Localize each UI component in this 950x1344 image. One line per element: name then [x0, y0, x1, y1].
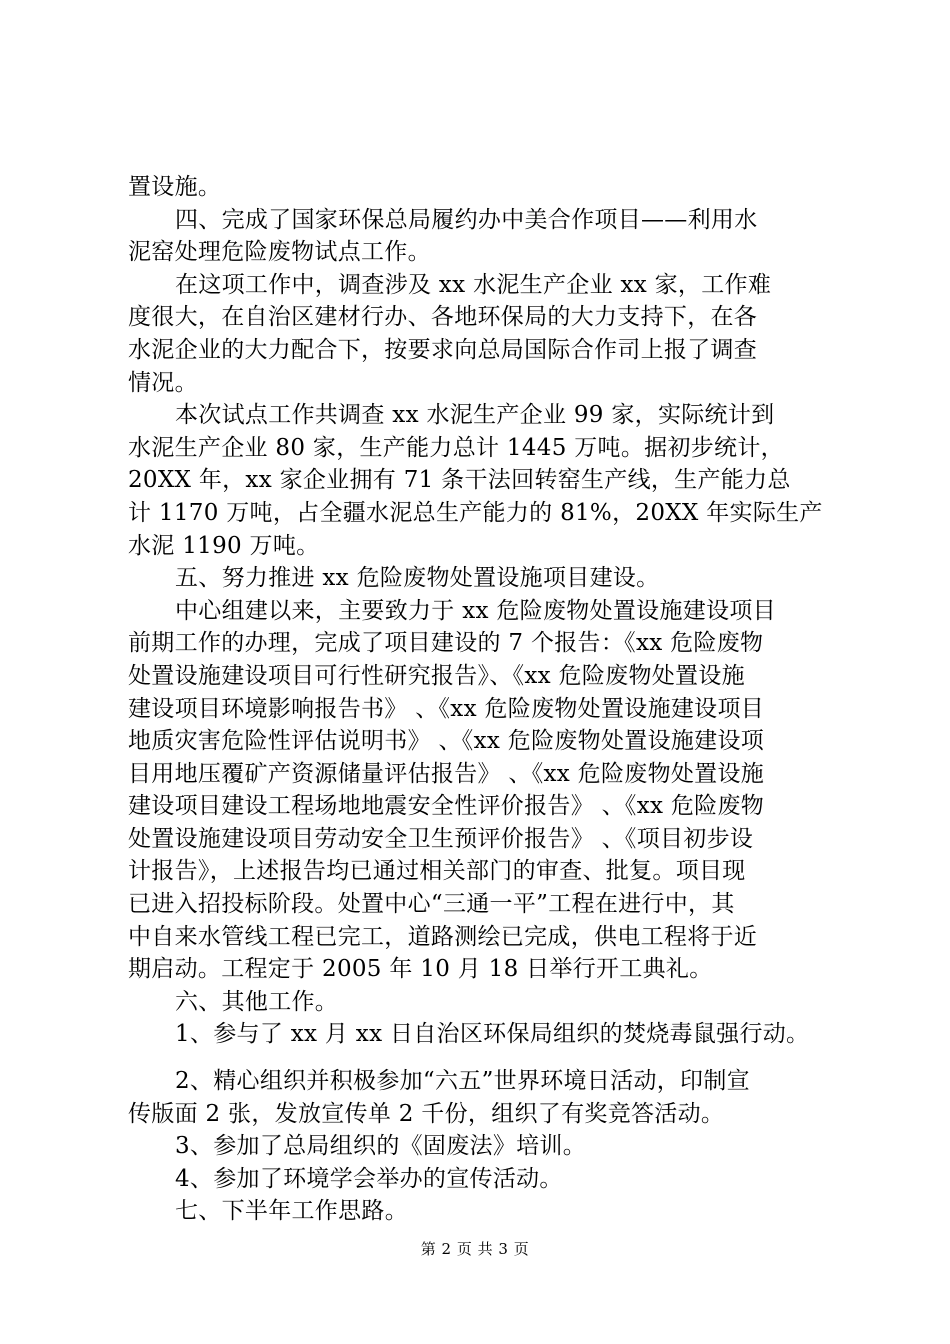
section-heading-6: 六、其他工作。	[175, 988, 339, 1015]
section-heading-5: 五、努力推进 xx 危险废物处置设施项目建设。	[175, 565, 660, 592]
text-line: 度很大，在自治区建材行办、各地环保局的大力支持下，在各	[128, 304, 758, 331]
text-line: 20XX 年，xx 家企业拥有 71 条干法回转窑生产线，生产能力总	[128, 467, 791, 494]
text-line: 中心组建以来，主要致力于 xx 危险废物处置设施建设项目	[175, 597, 776, 624]
list-item: 2、精心组织并积极参加“六五”世界环境日活动，印制宣	[175, 1068, 750, 1095]
text-line: 前期工作的办理，完成了项目建设的 7 个报告：《xx 危险废物	[128, 630, 764, 657]
text-line: 已进入招投标阶段。处置中心“三通一平”工程在进行中，其	[128, 891, 735, 918]
text-line: 泥窑处理危险废物试点工作。	[128, 239, 431, 266]
text-line: 水泥企业的大力配合下，按要求向总局国际合作司上报了调查	[128, 336, 758, 363]
text-line: 水泥生产企业 80 家，生产能力总计 1445 万吨。据初步统计，	[128, 434, 784, 461]
text-line: 处置设施建设项目可行性研究报告》、《xx 危险废物处置设施	[128, 662, 745, 689]
text-line: 建设项目环境影响报告书》 、《xx 危险废物处置设施建设项目	[128, 695, 765, 722]
text-line: 中自来水管线工程已完工，道路测绘已完成，供电工程将于近	[128, 923, 758, 950]
paragraph-gap	[128, 1051, 840, 1065]
list-item: 1、参与了 xx 月 xx 日自治区环保局组织的焚烧毒鼠强行动。	[175, 1021, 810, 1048]
text-line: 在这项工作中，调查涉及 xx 水泥生产企业 xx 家，工作难	[175, 271, 772, 298]
text-line: 地质灾害危险性评估说明书》 、《xx 危险废物处置设施建设项	[128, 728, 765, 755]
list-item: 4、参加了环境学会举办的宣传活动。	[175, 1165, 563, 1192]
text-line: 计报告》，上述报告均已通过相关部门的审查、批复。项目现	[128, 858, 746, 885]
list-item: 3、参加了总局组织的《固废法》培训。	[175, 1133, 587, 1160]
text-line: 期启动。工程定于 2005 年 10 月 18 日举行开工典礼。	[128, 956, 713, 983]
text-line: 水泥 1190 万吨。	[128, 532, 320, 559]
section-heading-7: 七、下半年工作思路。	[175, 1198, 408, 1225]
text-line: 建设项目建设工程场地地震安全性评价报告》 、《xx 危险废物	[128, 793, 765, 820]
page-footer: 第 2 页 共 3 页	[420, 1240, 530, 1258]
text-line: 处置设施建设项目劳动安全卫生预评价报告》 、《项目初步设	[128, 825, 754, 852]
text-line: 目用地压覆矿产资源储量评估报告》 、《xx 危险废物处置设施	[128, 760, 765, 787]
document-body	[128, 171, 840, 1228]
text-line: 计 1170 万吨，占全疆水泥总生产能力的 81%，20XX 年实际生产	[128, 499, 823, 526]
text-line: 情况。	[128, 369, 198, 396]
text-line: 本次试点工作共调查 xx 水泥生产企业 99 家，实际统计到	[175, 402, 775, 429]
text-line: 置设施。	[128, 174, 222, 200]
section-heading-4: 四、完成了国家环保总局履约办中美合作项目——利用水	[175, 206, 758, 233]
text-line: 传版面 2 张，发放宣传单 2 千份，组织了有奖竞答活动。	[128, 1100, 725, 1127]
